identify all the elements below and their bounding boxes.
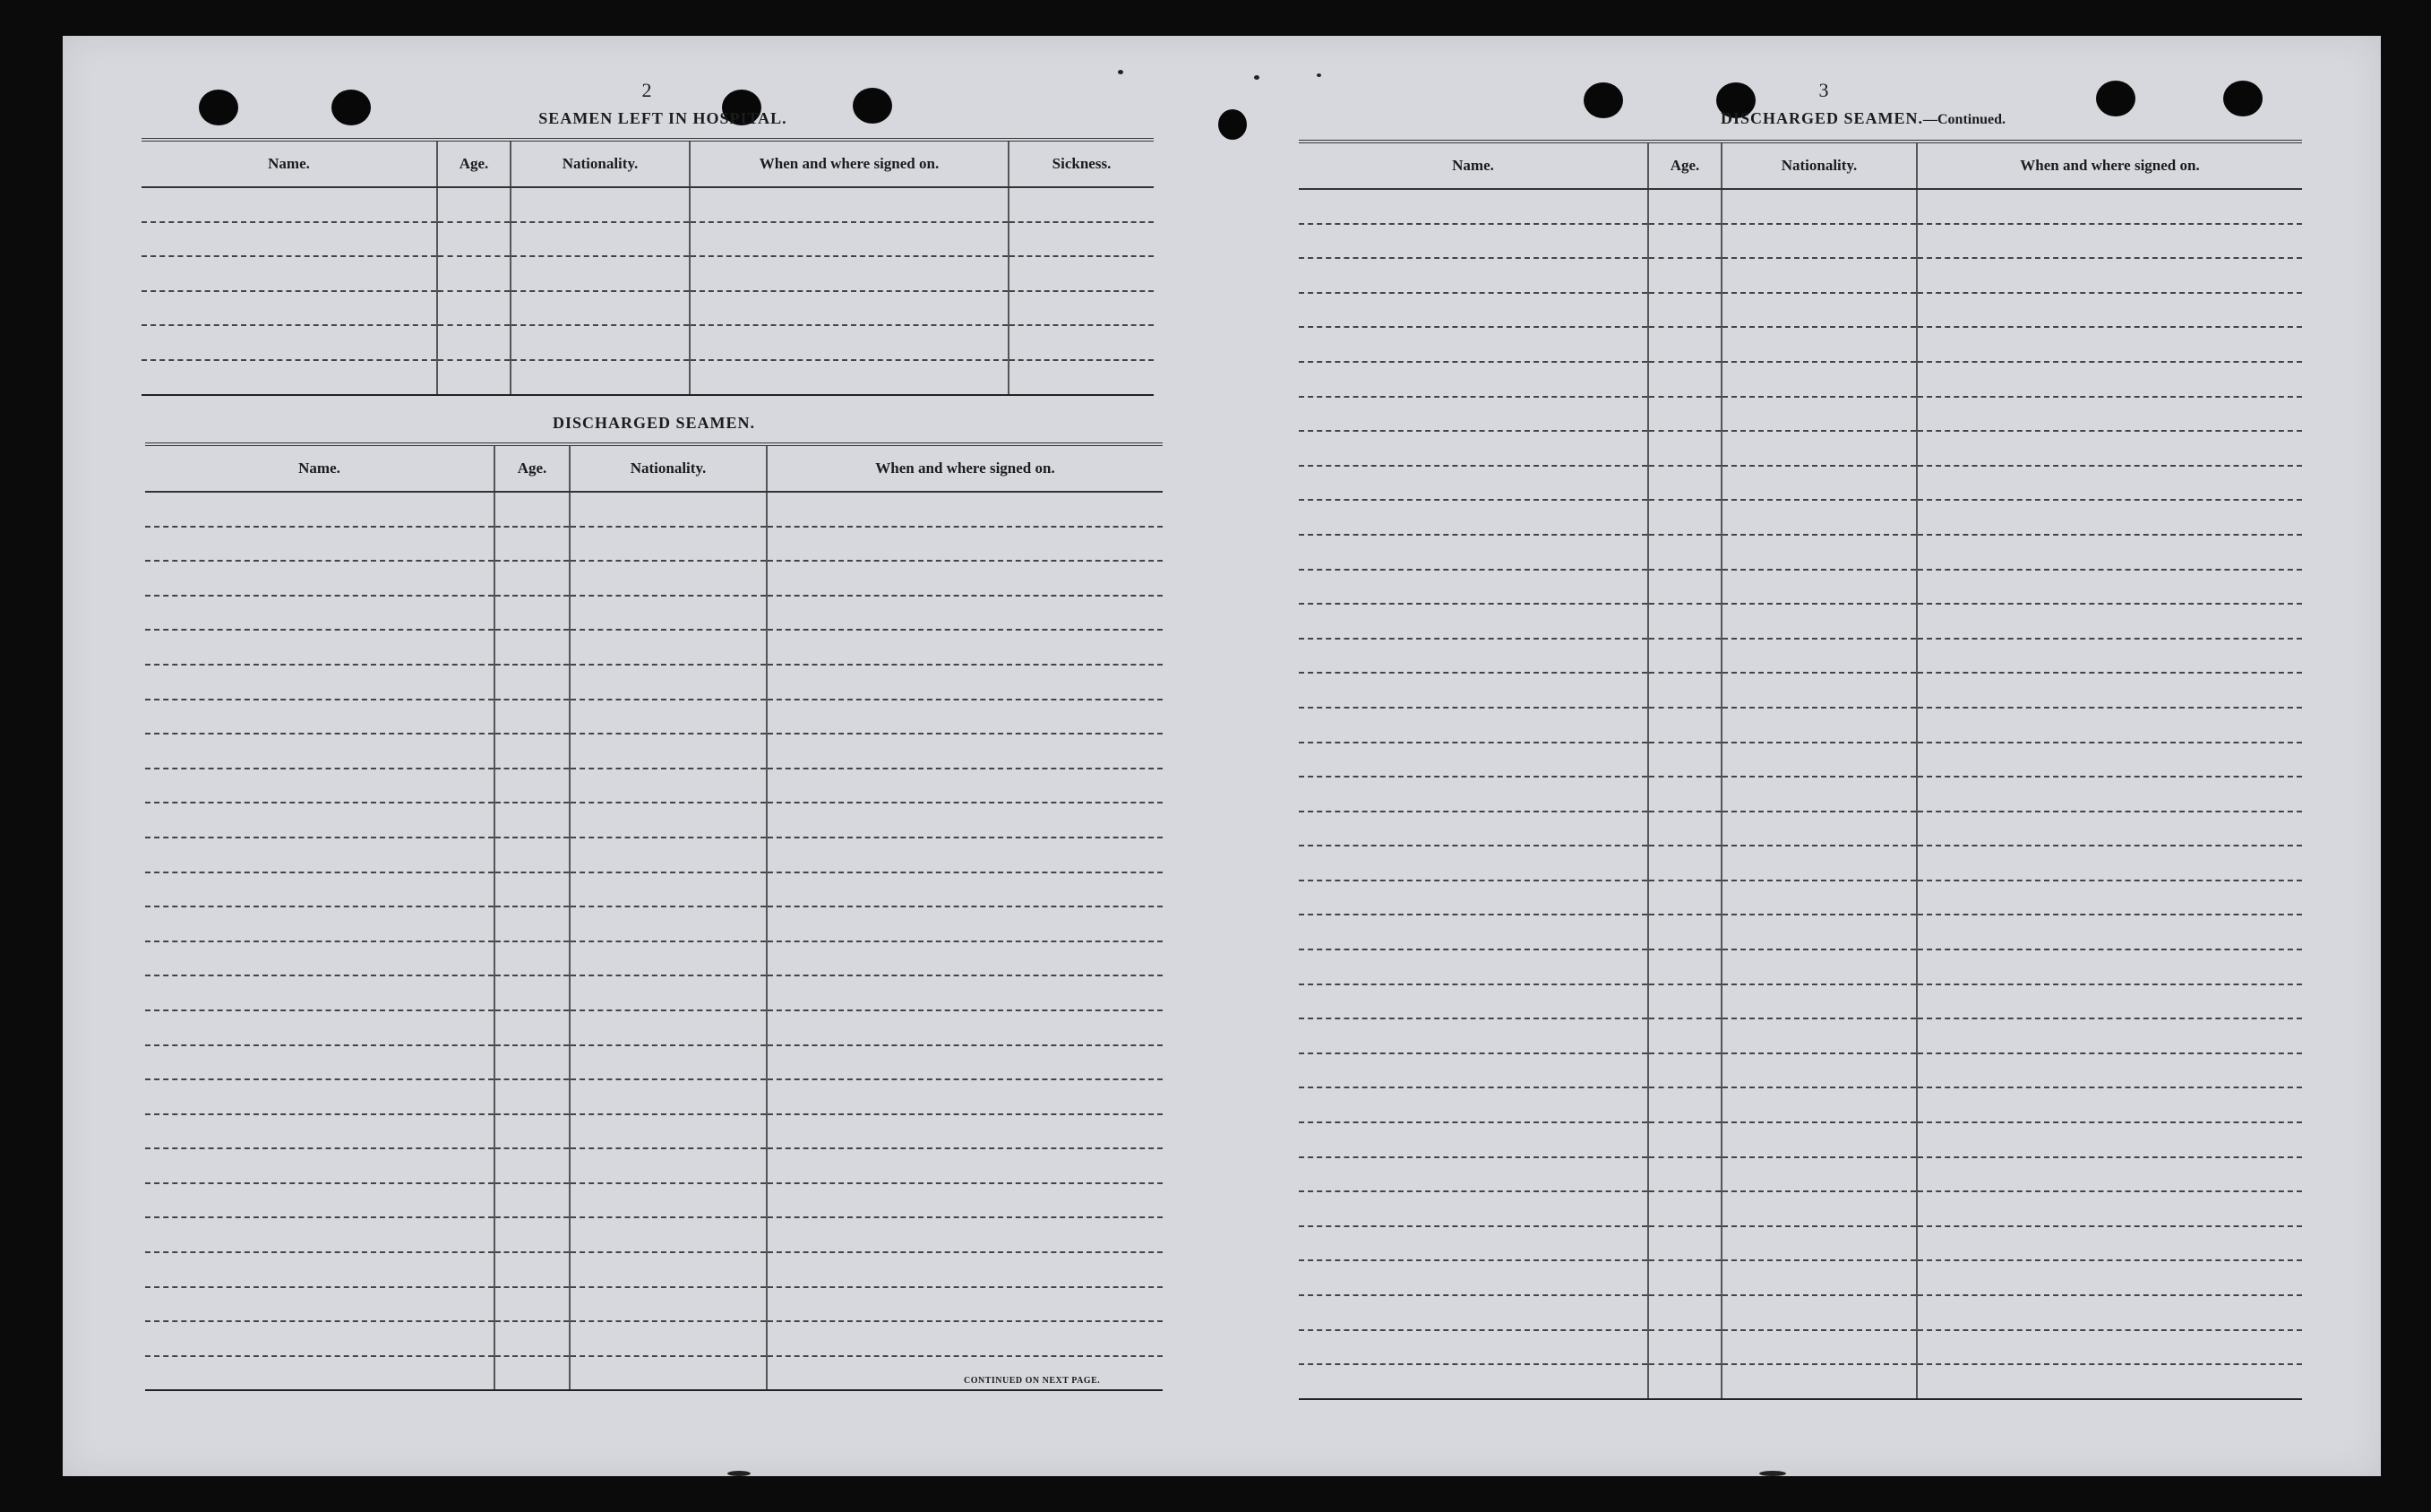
ink-speck	[727, 1471, 751, 1476]
column-header-nationality: Nationality.	[570, 444, 767, 492]
column-header-signed-on: When and where signed on.	[767, 444, 1163, 492]
column-header-age: Age.	[437, 140, 511, 187]
hospital-table-body	[142, 187, 1154, 395]
discharged-section-title: DISCHARGED SEAMEN.	[552, 414, 756, 432]
discharged-continued-title-suffix: —Continued.	[1923, 112, 2006, 127]
column-header-name: Name.	[145, 444, 494, 492]
column-header-name: Name.	[1299, 142, 1648, 189]
punch-hole	[199, 90, 238, 125]
discharged-continued-title-main: DISCHARGED SEAMEN.	[1720, 109, 1923, 127]
column-header-nationality: Nationality.	[1722, 142, 1917, 189]
column-header-signed-on: When and where signed on.	[1917, 142, 2302, 189]
punch-hole	[331, 90, 371, 125]
discharged-continued-title	[1639, 109, 2087, 128]
document-sheet	[63, 36, 2381, 1476]
column-header-sickness: Sickness.	[1009, 140, 1154, 187]
punch-hole	[1218, 109, 1247, 140]
left-page-number: 2	[641, 79, 652, 101]
discharged-continued-table	[1299, 140, 2302, 1400]
column-header-name: Name.	[142, 140, 437, 187]
ink-speck	[1317, 73, 1321, 77]
punch-hole	[1584, 82, 1623, 118]
discharged-table	[145, 442, 1163, 1391]
continued-note: CONTINUED ON NEXT PAGE.	[964, 1376, 1101, 1386]
discharged-table-body	[145, 492, 1163, 1390]
hospital-section-title: SEAMEN LEFT IN HOSPITAL.	[538, 109, 787, 127]
column-header-signed-on: When and where signed on.	[690, 140, 1009, 187]
column-header-nationality: Nationality.	[511, 140, 690, 187]
discharged-continued-table-body	[1299, 189, 2302, 1399]
right-page-number: 3	[1818, 79, 1829, 101]
column-header-age: Age.	[494, 444, 570, 492]
punch-hole	[2223, 81, 2263, 116]
column-header-age: Age.	[1648, 142, 1722, 189]
ink-speck	[1254, 75, 1259, 80]
punch-hole	[2096, 81, 2135, 116]
hospital-table	[142, 138, 1154, 396]
ink-speck	[1759, 1471, 1786, 1476]
ink-speck	[1118, 70, 1123, 74]
